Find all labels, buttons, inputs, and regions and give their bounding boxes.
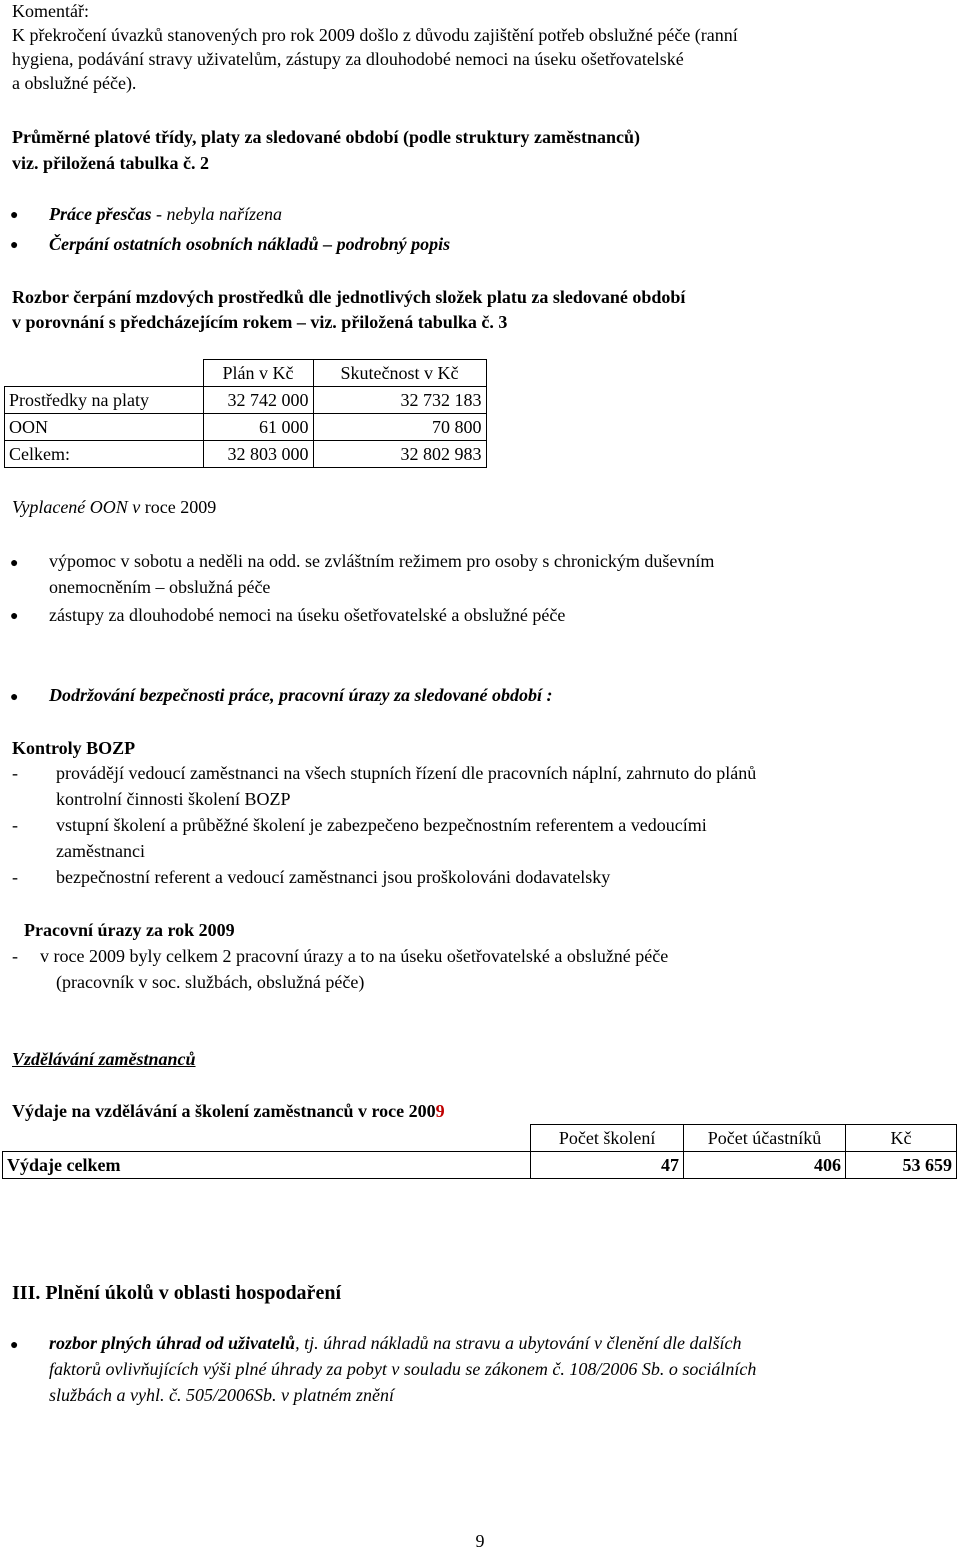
bullet-icon: ● (10, 208, 19, 223)
table-header-cell: Skutečnost v Kč (313, 360, 486, 387)
table-header-row (3, 1125, 957, 1152)
table-cell: 32 732 183 (313, 387, 486, 414)
section3-bullet-line: službách a vyhl. č. 505/2006Sb. v platném znění (49, 1385, 394, 1405)
education-table-title: Výdaje na vzdělávání a školení zaměstnanců v roce 2009 (12, 1101, 445, 1121)
bullet-icon: ● (10, 556, 19, 571)
controls-title: Kontroly BOZP (12, 738, 136, 758)
education-heading: Vzdělávání zaměstnanců (12, 1049, 196, 1069)
oon-bullet-line: onemocněním – obslužná péče (49, 577, 271, 597)
controls-item: zaměstnanci (56, 841, 145, 861)
table-cell: 32 742 000 (203, 387, 313, 414)
comment-line: hygiena, podávání stravy uživatelům, zástupy za dlouhodobé nemoci na úseku ošetřovatelské (12, 49, 684, 69)
table-cell: Prostředky na platy (5, 387, 204, 414)
oon-title: Vyplacené OON v roce 2009 (12, 497, 217, 517)
table-cell (5, 360, 204, 387)
table-row (5, 387, 487, 414)
table-cell: 32 803 000 (203, 441, 313, 468)
bullet-icon: ● (10, 238, 19, 253)
table-header-cell: Kč (845, 1125, 956, 1152)
comment-heading: Komentář: (12, 1, 89, 21)
bullet-icon: ● (10, 1338, 19, 1353)
bullet-overtime: Práce přesčas - nebyla nařízena (49, 204, 282, 224)
dash-marker: - (12, 867, 18, 887)
table-header-row (5, 360, 487, 387)
table-cell: 70 800 (313, 414, 486, 441)
table-header-cell: Počet školení (531, 1125, 684, 1152)
table-header-cell: Plán v Kč (203, 360, 313, 387)
table-cell: Výdaje celkem (3, 1152, 531, 1179)
dash-marker: - (12, 815, 18, 835)
safety-bullet: Dodržování bezpečnosti práce, pracovní úrazy za sledované období : (49, 685, 553, 705)
section3-bullet-line: rozbor plných úhrad od uživatelů, tj. úhrad nákladů na stravu a ubytování v členění dle dalších (49, 1333, 742, 1353)
comment-line: a obslužné péče). (12, 73, 137, 93)
controls-item: vstupní školení a průběžné školení je zabezpečeno bezpečnostním referentem a vedoucími (56, 815, 707, 835)
dash-marker: - (12, 946, 18, 966)
table-header-cell: Počet účastníků (683, 1125, 845, 1152)
table-cell: 32 802 983 (313, 441, 486, 468)
table-row (3, 1152, 957, 1179)
bullet-icon: ● (10, 690, 19, 705)
page-number: 9 (475, 1531, 485, 1551)
controls-item: kontrolní činnosti školení BOZP (56, 789, 291, 809)
salary-classes-ref: viz. přiložená tabulka č. 2 (12, 153, 209, 173)
oon-bullet-line: výpomoc v sobotu a neděli na odd. se zvláštním režimem pro osoby s chronickým duševním (49, 551, 715, 571)
analysis-line: v porovnání s předcházejícím rokem – viz. přiložená tabulka č. 3 (12, 312, 508, 332)
controls-item: provádějí vedoucí zaměstnanci na všech stupních řízení dle pracovních náplní, zahrnuto do plánů (56, 763, 757, 783)
injuries-title: Pracovní úrazy za rok 2009 (24, 920, 235, 940)
table-cell: 47 (531, 1152, 684, 1179)
comment-line: K překročení úvazků stanovených pro rok 2009 došlo z důvodu zajištění potřeb obslužné péče (ranní (12, 25, 738, 45)
controls-item: bezpečnostní referent a vedoucí zaměstnanci jsou proškolováni dodavatelsky (56, 867, 611, 887)
bullet-icon: ● (10, 609, 19, 624)
year-digit: 9 (435, 1101, 445, 1121)
salary-classes-line: Průměrné platové třídy, platy za sledované období (podle struktury zaměstnanců) (12, 127, 640, 147)
oon-bullet-line: zástupy za dlouhodobé nemoci na úseku ošetřovatelské a obslužné péče (49, 605, 566, 625)
table-row (5, 441, 487, 468)
injuries-item: v roce 2009 byly celkem 2 pracovní úrazy a to na úseku ošetřovatelské a obslužné péče (40, 946, 669, 966)
table-cell: Celkem: (5, 441, 204, 468)
analysis-line: Rozbor čerpání mzdových prostředků dle jednotlivých složek platu za sledované období (12, 287, 686, 307)
table-cell: 406 (683, 1152, 845, 1179)
salary-table (4, 359, 487, 468)
education-table (2, 1124, 957, 1179)
table-cell: OON (5, 414, 204, 441)
table-cell (3, 1125, 531, 1152)
bullet-other-costs: Čerpání ostatních osobních nákladů – podrobný popis (49, 234, 451, 254)
table-cell: 61 000 (203, 414, 313, 441)
injuries-item: (pracovník v soc. službách, obslužná péče) (56, 972, 365, 992)
table-cell: 53 659 (845, 1152, 956, 1179)
section-heading: III. Plnění úkolů v oblasti hospodaření (12, 1282, 341, 1304)
section3-bullet-line: faktorů ovlivňujících výši plné úhrady za pobyt v souladu se zákonem č. 108/2006 Sb. o sociálních (49, 1359, 757, 1379)
table-row (5, 414, 487, 441)
dash-marker: - (12, 763, 18, 783)
